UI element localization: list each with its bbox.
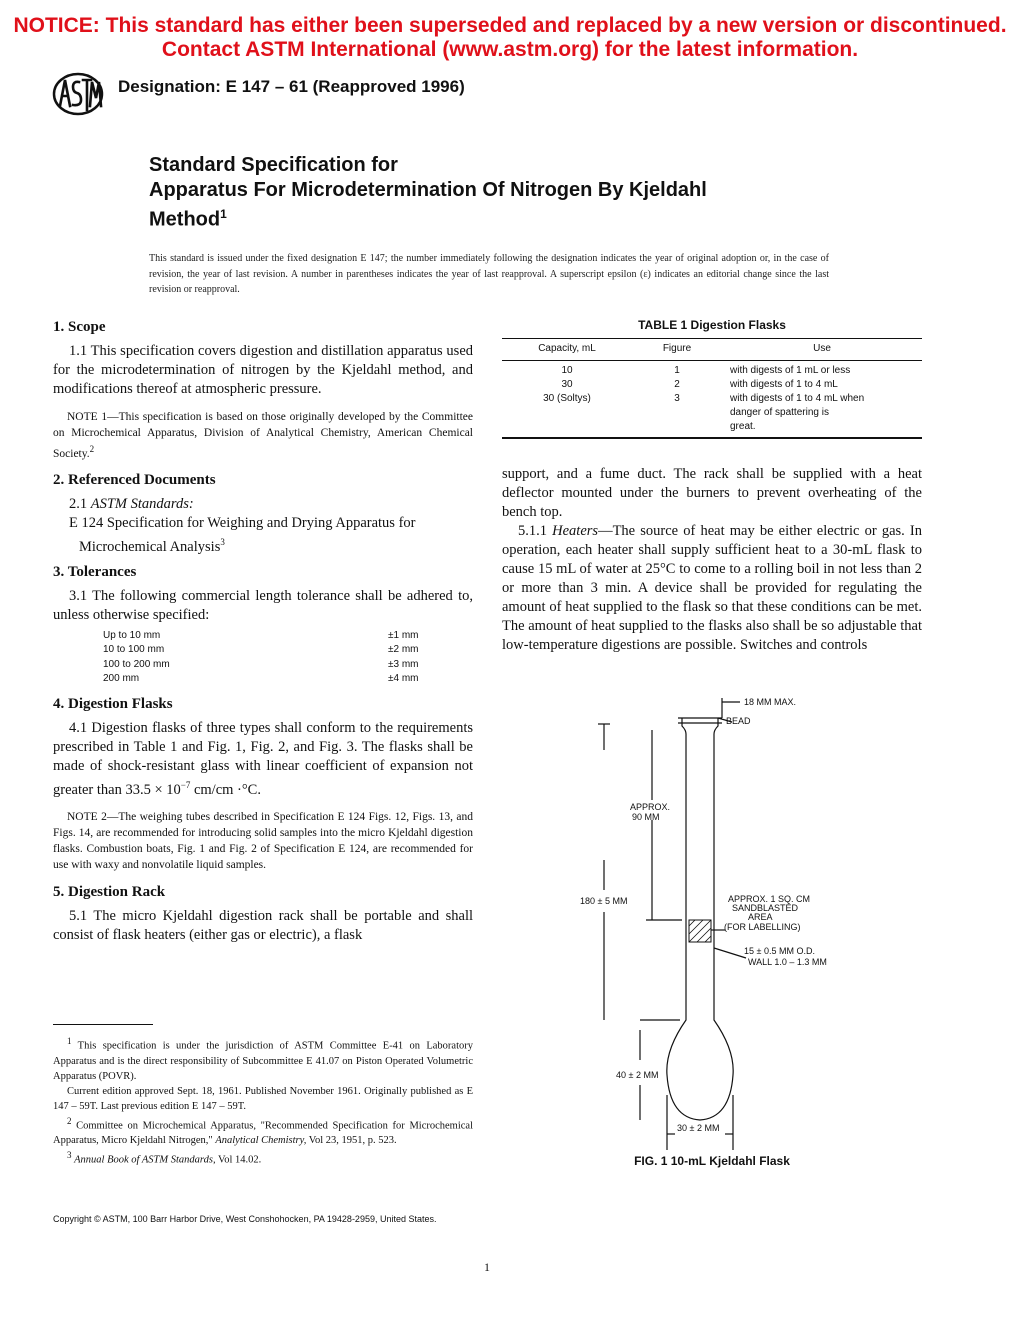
table-row <box>502 364 922 378</box>
refdocs-heading: 2. Referenced Documents <box>53 471 216 488</box>
fig-label-approx90-a: APPROX. <box>630 802 671 812</box>
footnotes <box>53 1034 473 1168</box>
note-1-text: NOTE 1—This specification is based on those originally developed by the Committee on Microchemical Apparatus, Division of Analytical Chemistry, American Chemical Society. <box>53 411 473 460</box>
fig-label-wall: WALL 1.0 – 1.3 MM <box>748 957 827 967</box>
footnote-1 <box>53 1034 473 1084</box>
notice-line-2: Contact ASTM International (www.astm.org) for the latest information. <box>161 38 859 61</box>
tolerance-range: 10 to 100 mm <box>103 644 165 656</box>
copyright: Copyright © ASTM, 100 Barr Harbor Drive, West Conshohocken, PA 19428-2959, United States. <box>53 1214 437 1224</box>
table-header-rule <box>502 360 922 361</box>
fig-label-od: 15 ± 0.5 MM O.D. <box>744 946 815 956</box>
page-number: 1 <box>484 1260 490 1274</box>
tolerance-range: Up to 10 mm <box>103 629 161 641</box>
table-cell-use-line: with digests of 1 to 4 mL when <box>730 393 865 404</box>
tolerance-row <box>103 643 473 658</box>
note-2: NOTE 2—The weighing tubes described in Specification E 124 Figs. 12, Figs. 13, and Figs. 14, are recommended for introducing solid samples into the micro Kjeldahl digestion flasks. Combustion boats, Fig. 1 and Fig. 2 of Specification E 124, are recommended for use with waxy and nonvolatile liquid samples. <box>53 811 473 872</box>
footnote-3 <box>53 1148 473 1168</box>
title-prefix: Standard Specification for <box>149 154 398 176</box>
flasks-heading: 4. Digestion Flasks <box>53 695 173 712</box>
table-cell-capacity: 30 <box>561 379 573 390</box>
table-header-use: Use <box>813 343 831 354</box>
fig-label-30: 30 ± 2 MM <box>677 1123 720 1133</box>
note-1 <box>53 409 473 462</box>
refdocs-item-mark: 3 <box>220 536 225 547</box>
flasks-text-end: cm/cm ·°C. <box>190 781 261 798</box>
issuance-statement: This standard is issued under the fixed designation E 147; the number immediately following the designation indicates the year of original adoption or, in the case of revision, the year of last revision. A number in parentheses indicates the year of last reapproval. A superscript epsilon (ε) indicates an editorial change since the last revision or reapproval. <box>149 253 829 295</box>
fig-label-area-3: AREA <box>748 912 773 922</box>
footnote-1-mark: 1 <box>67 1036 72 1046</box>
footnote-1-text: This specification is under the jurisdiction of ASTM Committee E-41 on Laboratory Apparatus and is the direct responsibility of Subcommittee E 41.07 on Piston Operated Volumetric Apparatus (POVR). <box>53 1040 474 1082</box>
tolerance-value: ±4 mm <box>388 673 419 685</box>
tolerance-row <box>103 672 473 687</box>
refdocs-num: 2.1 <box>69 495 88 512</box>
tolerance-value: ±2 mm <box>388 644 419 656</box>
fig-label-bead: BEAD <box>726 716 751 726</box>
heaters-text: —The source of heat may be either electric or gas. In operation, each heater shall supply sufficient heat to a 30-mL flask to cause 15 mL of water at 25°C to come to a rolling boil in not less than 2 or more than 3 min. A device shall be provided for regulating the amount of heat supplied to the flask so that these conditions can be met. The amount of heat supplied to the flasks also shall be so adjustable that low-temperature digestions are possible. Switches and controls <box>502 523 922 653</box>
title-footnote-mark: 1 <box>220 207 227 221</box>
flasks-paragraph <box>53 719 473 800</box>
footnote-3-end: Vol 14.02. <box>218 1154 262 1166</box>
designation: Designation: E 147 – 61 (Reapproved 1996) <box>118 77 465 96</box>
table-cell-use-line: great. <box>730 421 756 432</box>
heaters-num: 5.1.1 <box>518 523 547 539</box>
fig-label-180: 180 ± 5 MM <box>580 896 628 906</box>
fig-label-max: 18 MM MAX. <box>744 697 797 707</box>
table-header-capacity: Capacity, mL <box>538 343 596 354</box>
rack-heading: 5. Digestion Rack <box>53 884 166 901</box>
heaters-name: Heaters <box>552 523 599 539</box>
table-1 <box>502 318 922 439</box>
refdocs-item <box>53 514 473 557</box>
table-cell-figure: 1 <box>674 365 680 376</box>
table-cell-figure: 2 <box>674 379 680 390</box>
scope-heading: 1. Scope <box>53 319 106 335</box>
figure-caption: FIG. 1 10-mL Kjeldahl Flask <box>634 1154 790 1168</box>
table-cell-use <box>722 392 864 434</box>
tolerance-table <box>53 629 473 687</box>
fig-label-approx90-b: 90 MM <box>632 812 660 822</box>
table-cell-use: with digests of 1 to 4 mL <box>730 379 838 390</box>
tolerance-value: ±1 mm <box>388 629 419 641</box>
astm-logo-icon <box>52 72 104 116</box>
page-title <box>149 178 849 232</box>
table-cell-capacity: 30 (Soltys) <box>543 393 591 404</box>
footnote-rule <box>53 1024 153 1025</box>
footnote-2-end: Vol 23, 1951, p. 523. <box>308 1135 397 1146</box>
kjeldahl-flask-figure <box>580 690 880 1150</box>
refdocs-paragraph <box>53 495 473 514</box>
tolerance-value: ±3 mm <box>388 658 419 670</box>
tolerance-row <box>103 629 473 644</box>
title-line-2: Apparatus For Microdetermination Of Nitrogen By Kjeldahl <box>149 179 707 201</box>
footnote-3-book: Annual Book of ASTM Standards, <box>74 1154 216 1166</box>
tolerance-row <box>103 658 473 673</box>
heaters-paragraph <box>502 522 922 655</box>
notice-line-1: NOTICE: This standard has either been superseded and replaced by a new version or discontinued. <box>13 14 1007 37</box>
table-1-title: TABLE 1 Digestion Flasks <box>638 318 786 332</box>
table-header-figure: Figure <box>662 343 692 354</box>
flasks-text: 4.1 Digestion flasks of three types shall conform to the requirements prescribed in Table 1 and Fig. 1, Fig. 2, and Fig. 3. The flasks shall be made of shock-resistant glass with linear coefficient of expansion not greater than 33.5 × 10 <box>53 719 473 798</box>
footnote-2 <box>53 1114 473 1149</box>
tolerances-paragraph: 3.1 The following commercial length tolerance shall be adhered to, unless otherwise specified: <box>53 587 473 623</box>
table-cell-use-line: danger of spattering is <box>730 407 829 418</box>
tolerance-range: 200 mm <box>103 673 140 685</box>
refdocs-title: ASTM Standards: <box>90 495 194 512</box>
title-line-3-text: Method <box>149 208 221 231</box>
flasks-exponent: −7 <box>180 779 191 790</box>
supersede-notice <box>0 14 1020 62</box>
fig-label-area-1: APPROX. 1 SQ. CM <box>728 894 811 904</box>
left-column <box>53 318 473 945</box>
table-cell-capacity: 10 <box>561 365 573 376</box>
footnote-3-mark: 3 <box>67 1150 72 1160</box>
right-column <box>502 465 922 655</box>
footnote-2-journal: Analytical Chemistry, <box>215 1135 307 1146</box>
table-cell-use: with digests of 1 mL or less <box>730 365 851 376</box>
tolerances-heading: 3. Tolerances <box>53 563 137 580</box>
note-1-mark: 2 <box>89 444 95 454</box>
rack-paragraph: 5.1 The micro Kjeldahl digestion rack shall be portable and shall consist of flask heaters (either gas or electric), a flask <box>53 908 473 944</box>
footnote-2-text: Committee on Microchemical Apparatus, "Recommended Specification for Microchemical Apparatus, Micro Kjeldahl Nitrogen," <box>53 1120 473 1146</box>
rack-continued: support, and a fume duct. The rack shall be supplied with a heat deflector mounted under the burners to prevent overheating of the bench top. <box>502 466 922 520</box>
table-bottom-rule <box>502 437 922 439</box>
table-row <box>502 378 922 392</box>
footnote-2-mark: 2 <box>67 1115 72 1126</box>
table-cell-figure: 3 <box>674 393 680 404</box>
refdocs-item-text: E 124 Specification for Weighing and Drying Apparatus for Microchemical Analysis <box>69 514 416 555</box>
tolerance-range: 100 to 200 mm <box>103 658 170 670</box>
footnote-1b: Current edition approved Sept. 18, 1961. Published November 1961. Originally published as E 147 – 59T. Last previous edition E 147 – 59T. <box>53 1085 473 1112</box>
scope-paragraph: 1.1 This specification covers digestion and distillation apparatus used for the microdetermination of nitrogen by the Kjeldahl method, and modifications thereof at atmospheric pressure. <box>53 343 473 397</box>
fig-label-area-2: SANDBLASTED <box>732 903 799 913</box>
title-line-3 <box>149 202 849 232</box>
fig-label-40: 40 ± 2 MM <box>616 1070 659 1080</box>
table-row <box>502 392 922 434</box>
fig-label-area-4: (FOR LABELLING) <box>724 922 801 932</box>
table-header-row <box>502 339 922 360</box>
